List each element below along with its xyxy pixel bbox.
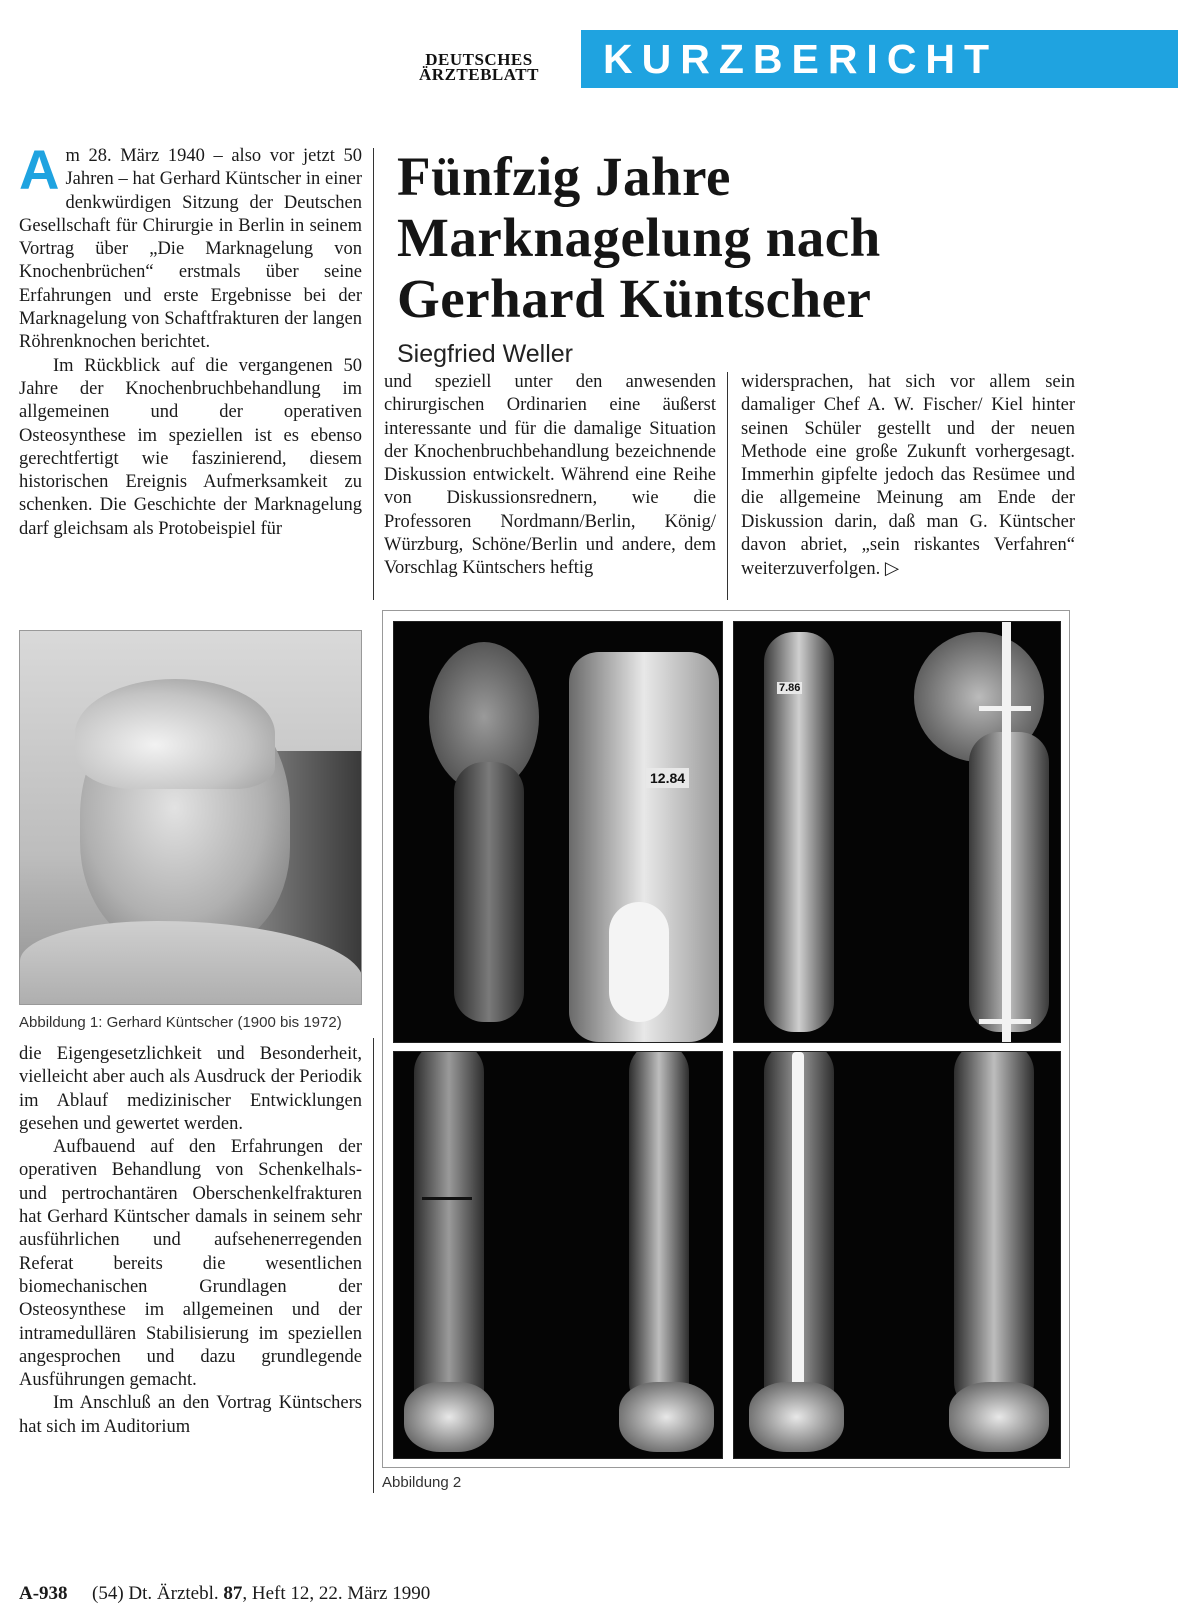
column-2	[384, 371, 716, 581]
portrait-photo	[19, 630, 362, 1005]
column-rule	[373, 148, 374, 600]
paragraph	[19, 138, 362, 355]
reference-volume: 87	[223, 1583, 243, 1604]
title-line1: Fünfzig Jahre	[397, 146, 731, 207]
journal-reference	[92, 1583, 430, 1605]
author-name: Siegfried Weller	[397, 340, 574, 368]
paragraph-text: m 28. März 1940 – also vor jetzt 50 Jahren – hat Gerhard Küntscher in einer denkwürdigen Sitzung der Deutschen Gesellschaft für Chirurgie in Berlin in seinem Vortrag über „Die Marknagelung von Knochenbrüchen“ erstmals über seine Erfahrungen und erste Ergebnisse bei der Marknagelung von Schaftfrakturen der langen Röhrenknochen berichtet.	[19, 146, 362, 353]
figure-2-caption: Abbildung 2	[382, 1474, 462, 1491]
masthead-line1: DEUTSCHES	[425, 50, 533, 69]
section-banner: KURZBERICHT	[581, 30, 1178, 88]
paragraph-text: widersprachen, hat sich vor allem sein damaliger Chef A. W. Fischer/ Kiel hinter seinen Schüler gestellt und der neuen Methode eine große Zukunft vorhergesagt. Immerhin gipfelte jedoch das Resümee und die allgemeine Meinung am Ende der Diskussion darin, daß man G. Küntscher davon abriet, „sein riskantes Verfahren“ weiterzuverfolgen.	[741, 372, 1075, 580]
column-1-bottom	[19, 1043, 362, 1439]
paragraph: Aufbauend auf den Erfahrungen der operativen Behandlung von Schenkelhals- und pertrochantären Oberschenkelfrakturen hat Gerhard Küntscher damals in seinem sehr ausführlichen und aufsehenerregenden Referat bereits die wesentlichen biomechanischen Grundlagen der Osteosynthese im allgemeinen und der intramedullären Stabilisierung im speziellen angesprochen und dazu grundlegende Ausführungen gemacht.	[19, 1137, 362, 1391]
title-line3: Gerhard Küntscher	[397, 268, 872, 329]
masthead-line2: ÄRZTEBLATT	[419, 65, 539, 84]
paragraph	[741, 371, 1075, 582]
xray-figure	[382, 610, 1070, 1468]
column-rule	[373, 1038, 374, 1493]
figure-1-caption: Abbildung 1: Gerhard Küntscher (1900 bis 1972)	[19, 1014, 342, 1031]
column-1-top	[19, 138, 362, 541]
paragraph: die Eigengesetzlichkeit und Besonderheit, vielleicht aber auch als Ausdruck der Periodik im Ablauf medizinischer Entwicklungen gesehen und gewertet werden.	[19, 1044, 362, 1134]
xray-image	[393, 1051, 723, 1459]
title-line2: Marknagelung nach	[397, 207, 881, 268]
continue-arrow-icon: ▷	[884, 558, 900, 580]
xray-image	[733, 621, 1061, 1043]
column-rule	[727, 372, 728, 600]
drop-cap: A	[19, 138, 60, 201]
reference-suffix: , Heft 12, 22. März 1990	[242, 1583, 431, 1604]
paragraph: und speziell unter den anwesenden chirurgischen Ordinarien eine äußerst interessante und für die damalige Situation der Knochenbruchbehandlung bezeichnende Diskussion entwickelt. Während eine Reihe von Diskussionsrednern, wie die Professoren Nordmann/Berlin, König/ Würzburg, Schöne/Berlin und andere, dem Vorschlag Küntschers heftig	[384, 372, 716, 579]
paragraph: Im Rückblick auf die vergangenen 50 Jahre der Knochenbruchbehandlung im allgemeinen und der operativen Osteosynthese im speziellen ist es ebenso gerechtfertigt wie faszinierend, diesem historischen Ereignis Aufmerksamkeit zu schenken. Die Geschichte der Marknagelung darf gleichsam als Protobeispiel für	[19, 355, 362, 539]
page-number: A-938	[19, 1583, 68, 1604]
reference-prefix: (54) Dt. Ärztebl.	[92, 1583, 219, 1604]
masthead	[394, 52, 564, 82]
xray-image	[733, 1051, 1061, 1459]
xray-label: 12.84	[646, 768, 689, 788]
article-title	[397, 146, 1157, 329]
xray-label: 7.86	[779, 682, 801, 694]
column-3	[741, 371, 1075, 582]
paragraph: Im Anschluß an den Vortrag Küntschers hat sich im Auditorium	[19, 1393, 362, 1437]
xray-image	[393, 621, 723, 1043]
